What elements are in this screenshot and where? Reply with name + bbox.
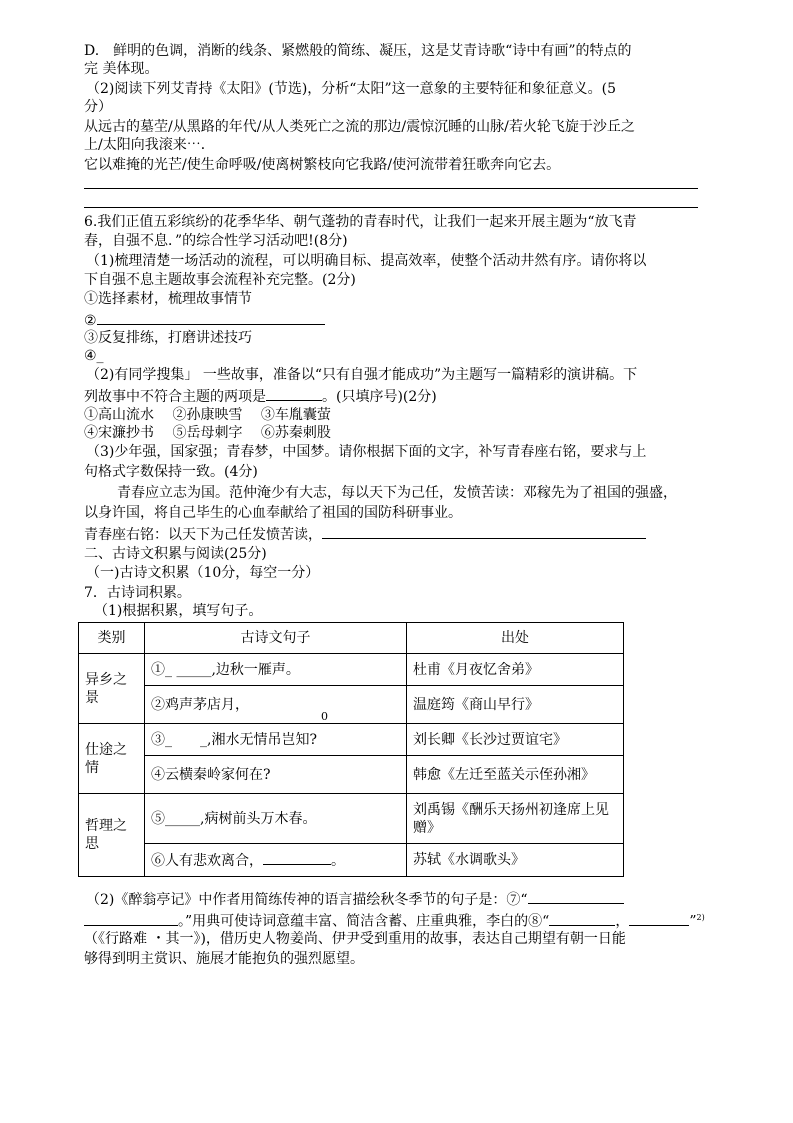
q7-sub2-line3: （《行路难 ・其一》)，借历史人物姜尚、伊尹受到重用的故事，表达自己期望有朝一日能 xyxy=(84,931,626,947)
q7-sub2-quote: ” xyxy=(689,913,697,930)
q6-sub3-line2: 句格式字数保持一致。(4分) xyxy=(84,464,258,480)
q6-passage-line1: 青春应立志为国。范仲淹少有大志，每以天下为己任，发愤苦读：邓稼先为了祖国的强盛， xyxy=(117,485,677,501)
q5-sub2-line1: （2)阅读下列艾青持《太阳》(节选)，分析“太阳”这一意象的主要特征和象征意义。(5 xyxy=(86,81,616,97)
poem-line-cell[interactable]: ②鸡声茅店月， xyxy=(145,686,407,724)
q6-intro-line1: 6.我们正值五彩缤纷的花季华华、朝气蓬勃的青春时代，让我们一起来开展主题为“放飞青 xyxy=(84,214,637,230)
q5-option-d-line1: D. 鲜明的色调，消断的线条、紧燃般的简练、凝压，这是艾青诗歌“诗中有画”的特点的 xyxy=(84,43,632,59)
sub2-answer-blank[interactable] xyxy=(266,386,322,401)
header-source: 出处 xyxy=(407,623,624,654)
poem-line-cell[interactable] xyxy=(145,844,407,877)
q7-sub2-comma: ， xyxy=(615,913,630,930)
poem-line-cell[interactable]: ①_ _____,边秋一雁声。 xyxy=(145,654,407,686)
category-cell: 异乡之景 xyxy=(79,654,145,724)
q6-step4: ④_ xyxy=(84,348,104,364)
poem-line-cell[interactable]: ⑤_____,病树前头万木春。 xyxy=(145,794,407,844)
q6-step2 xyxy=(84,310,325,330)
poem-line-text: ⑥人有悲欢离合， xyxy=(151,853,263,869)
poem-line-cell: ④云横秦岭家何在? xyxy=(145,756,407,794)
q6-sub1-line2: 下自强不息主题故事会流程补充完整。(2分) xyxy=(84,272,356,288)
q6-sub1-line1: （1)梳理清楚一场活动的流程，可以明确目标、提高效率，使整个活动井然有序。请你将以 xyxy=(86,253,647,269)
q6-sub2-line1: （2)有同学搜集」 一些故事，准备以“只有自强才能成功”为主题写一篇精彩的演讲稿。下 xyxy=(86,367,638,383)
section2-title: 二、古诗文积累与阅读(25分) xyxy=(84,546,267,562)
q5-poem-line2: 上/太阳向我滚来⋯． xyxy=(84,137,215,153)
q5-poem-line1: 从远古的墓茔/从黑路的年代/从人类死亡之流的那边/震惊沉睡的山脉/若火轮飞旋于沙丘之 xyxy=(84,119,635,135)
q6-sub2-line2 xyxy=(84,386,437,406)
blank-8b[interactable] xyxy=(629,911,689,926)
q6-sub2-text-b: 。(只填序号)(2分) xyxy=(322,389,437,405)
source-cell: 韩愈《左迁至蓝关示侄孙湘》 xyxy=(407,756,624,794)
poem-line-cell[interactable]: ③_ _,湘水无情吊岂知? xyxy=(145,724,407,756)
source-cell: 刘长卿《长沙过贾谊宅》 xyxy=(407,724,624,756)
q6-motto-text: 青春座右铭：以天下为己任发愤苦读， xyxy=(84,527,322,543)
q7-sub2-line1 xyxy=(86,889,624,909)
header-category: 类别 xyxy=(79,623,145,654)
step2-blank[interactable] xyxy=(97,310,325,325)
q5-poem-line3: 它以难掩的光芒/使生命呼吸/使离树繁枝向它我路/使河流带着狂歌奔向它去。 xyxy=(84,157,561,173)
q6-step1: ①选择素材，梳理故事情节 xyxy=(84,291,252,307)
q7-sub2-mark: 2) xyxy=(696,913,705,922)
poem-table xyxy=(78,622,624,877)
q6-step2-label: ② xyxy=(84,313,97,329)
q7-sub1: （1)根据积累，填写句子。 xyxy=(94,603,263,619)
q6-step3: ③反复排练，打磨讲述技巧 xyxy=(84,330,252,346)
q6-options-line1: ①高山流水 ②孙康映雪 ③车胤囊萤 xyxy=(84,407,331,423)
category-cell: 哲理之思 xyxy=(79,794,145,877)
q6-options-line2: ④宋濂抄书 ⑤岳母刺字 ⑥苏秦刺股 xyxy=(84,425,331,441)
q6-intro-line2: 春，自强不息．”的综合性学习活动吧!(8分) xyxy=(84,233,348,249)
blank-8a[interactable] xyxy=(549,911,615,926)
q7-sub2-text-b: 。”用典可使诗词意蕴丰富、简洁含蓄、庄重典雅，李白的⑧“ xyxy=(178,913,550,930)
source-cell: 杜甫《月夜忆舍弟》 xyxy=(407,654,624,686)
line6-end: 。 xyxy=(331,853,345,869)
answer-line[interactable] xyxy=(84,188,698,189)
q5-sub2-line2: 分） xyxy=(84,99,112,115)
q5-option-d-line2: 完 美体现。 xyxy=(84,61,159,77)
q6-motto xyxy=(84,524,646,544)
q6-passage-line2: 以身许国，将自己毕生的心血奉献给了祖国的国防科研事业。 xyxy=(84,505,462,521)
q7-sub2-line2 xyxy=(84,909,705,931)
blank-7a[interactable] xyxy=(528,889,624,904)
zero-mark: 0 xyxy=(321,710,328,723)
q7-sub2-line4: 够得到明主赏识、施展才能抱负的强烈愿望。 xyxy=(84,951,364,967)
q7-title: 7．古诗词积累。 xyxy=(84,585,191,601)
source-cell: 刘禹锡《酬乐天扬州初逢席上见赠》 xyxy=(407,794,624,844)
q6-sub2-text-a: 列故事中不符合主题的两项是 xyxy=(84,389,266,405)
motto-blank[interactable] xyxy=(322,524,646,539)
answer-line[interactable] xyxy=(84,207,698,208)
source-cell: 苏轼《水调歌头》 xyxy=(407,844,624,877)
category-cell: 仕途之情 xyxy=(79,724,145,794)
source-cell: 温庭筠《商山早行》 xyxy=(407,686,624,724)
header-line: 古诗文句子 xyxy=(145,623,407,654)
line6-blank[interactable] xyxy=(263,850,331,865)
section2-subtitle: （一)古诗文积累（10分，每空一分） xyxy=(86,565,320,581)
blank-7b[interactable] xyxy=(84,911,178,926)
q7-sub2-text-a: （2)《醉翁亭记》中作者用简练传神的语言描绘秋冬季节的句子是：⑦“ xyxy=(86,892,528,908)
q6-sub3-line1: （3)少年强，国家强；青春梦，中国梦。请你根据下面的文字，补写青春座右铭，要求与上 xyxy=(86,444,647,460)
